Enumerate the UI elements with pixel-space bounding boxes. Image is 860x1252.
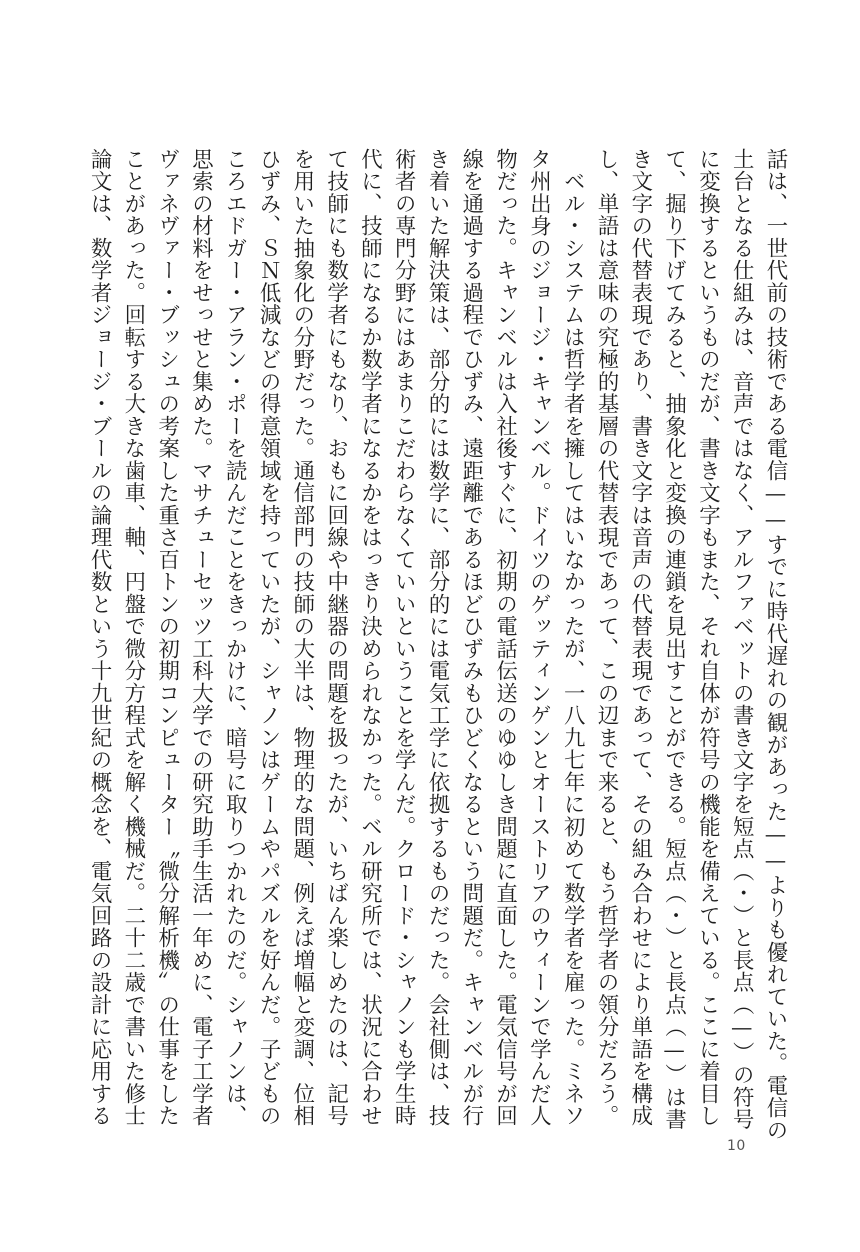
- body-text: [82, 148, 792, 1142]
- text-line: を用いた抽象化の分野だった。通信部門の技師の大半は、物理的な問題、例えば増幅と変調、位相: [289, 148, 315, 1127]
- text-line: き文字の代替表現であり、書き文字は音声の代替表現であって、その組み合わせにより単語を構成: [627, 148, 653, 1127]
- text-line: 物だった。キャンベルは入社後すぐに、初期の電話伝送のゆゆしき問題に直面した。電気信号が回: [492, 148, 518, 1127]
- text-line: ベル・システムは哲学者を擁してはいなかったが、一八九七年に初めて数学者を雇った。ミネソ: [560, 148, 586, 1127]
- text-line: 思索の材料をせっせと集めた。マサチューセッツ工科大学での研究助手生活一年めに、電子工学者: [188, 148, 214, 1127]
- text-line: ことがあった。回転する大きな歯車、軸、円盤で微分方程式を解く機械だ。二十二歳で書いた修士: [120, 148, 146, 1127]
- text-line: き着いた解決策は、部分的には数学に、部分的には電気工学に依拠するものだった。会社側は、技: [425, 148, 451, 1127]
- text-line: て技師にも数学者にもなり、おもに回線や中継器の問題を扱ったが、いちばん楽しめたのは、記号: [323, 148, 349, 1127]
- text-line: ヴァネヴァー・ブッシュの考案した重さ百トンの初期コンピューター〝微分解析機〟の仕事をした: [154, 148, 180, 1127]
- text-line: 土台となる仕組みは、音声ではなく、アルファベットの書き文字を短点（・）と長点（—）の符号: [729, 148, 755, 1131]
- text-line: 代に、技師になるか数学者になるかをはっきり決められなかった。ベル研究所では、状況に合わせ: [357, 148, 383, 1127]
- text-line: 術者の専門分野にはあまりこだわらなくていいということを学んだ。クロード・シャノンも学生時: [391, 148, 417, 1127]
- text-line: に変換するというものだが、書き文字もまた、それ自体が符号の機能を備えている。ここに着目し: [695, 148, 721, 1127]
- text-line: し、単語は意味の究極的基層の代替表現であって、この辺まで来ると、もう哲学者の領分だろう。: [594, 148, 620, 1127]
- text-line: て、掘り下げてみると、抽象化と変換の連鎖を見出すことができる。短点（・）と長点（—）は書: [661, 148, 687, 1131]
- page-number: 10: [727, 1138, 746, 1154]
- text-line: 論文は、数学者ジョージ・ブールの論理代数という十九世紀の概念を、電気回路の設計に応用する: [87, 148, 113, 1127]
- text-line: 話は、一世代前の技術である電信——すでに時代遅れの観があった——よりも優れていた。電信の: [763, 148, 788, 1142]
- text-line: ころエドガー・アラン・ポーを読んだことをきっかけに、暗号に取りつかれたのだ。シャノンは、: [222, 148, 248, 1127]
- text-line: 線を通過する過程でひずみ、遠距離であるほどひずみもひどくなるという問題だ。キャンベルが行: [458, 148, 484, 1127]
- text-line: タ州出身のジョージ・キャンベル。ドイツのゲッティンゲンとオーストリアのウィーンで学んだ人: [526, 148, 552, 1127]
- text-line: ひずみ、ＳＮ低減などの得意領域を持っていたが、シャノンはゲームやパズルを好んだ。子どもの: [256, 148, 282, 1127]
